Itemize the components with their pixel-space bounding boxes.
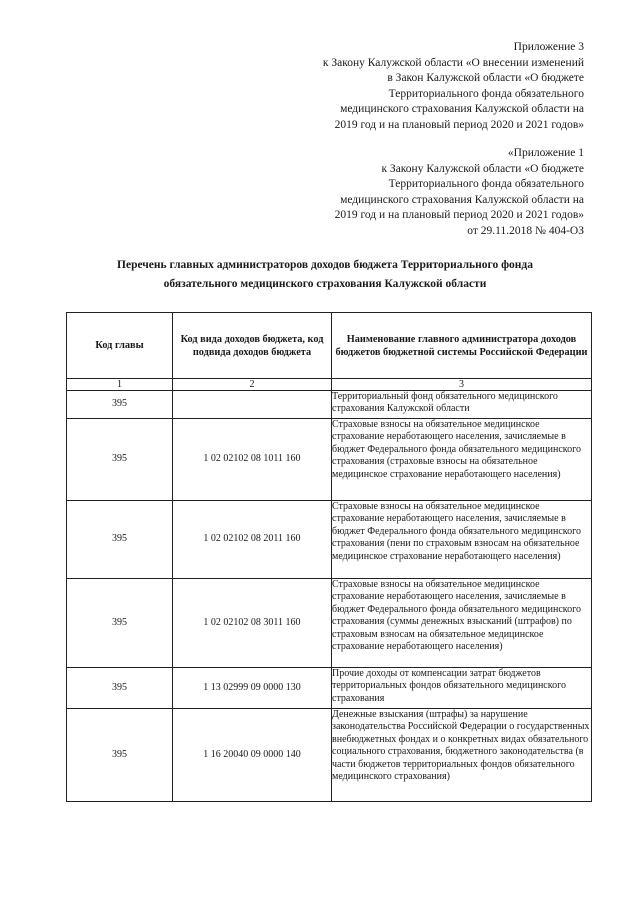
document-title — [60, 256, 590, 294]
column-number: 3 — [332, 379, 592, 391]
administrators-table — [66, 312, 592, 802]
income-code-cell: 1 16 20040 09 0000 140 — [173, 709, 332, 802]
appendix-3-line: Территориального фонда обязательного — [388, 87, 584, 100]
appendix-3-line: медицинского страхования Калужской области на — [340, 103, 584, 115]
administrator-name-cell: Страховые взносы на обязательное медицинское страхование неработающего населения, зачисляемые в бюджет Федерального фонда обязательного медицинского страхования (суммы денежных взысканий (штрафов) по страховым взносам на обязательное медицинское страхование неработающего населения) — [332, 579, 592, 668]
table-row — [67, 501, 592, 579]
administrator-name-cell: Страховые взносы на обязательное медицинское страхование неработающего населения, зачисляемые в бюджет Федерального фонда обязательного медицинского страхования (пени по страховым взносам на обязательное медицинское страхование неработающего населения) — [332, 501, 592, 579]
chapter-code-cell: 395 — [67, 501, 173, 579]
table-header-row — [67, 313, 592, 379]
appendix-3-line: Приложение 3 — [513, 41, 584, 53]
income-code-cell: 1 02 02102 08 1011 160 — [173, 419, 332, 501]
table-row — [67, 391, 592, 419]
appendix-1-line: Территориального фонда обязательного — [388, 178, 584, 190]
income-code-cell: 1 02 02102 08 2011 160 — [173, 501, 332, 579]
appendix-1-line: медицинского страхования Калужской области на — [340, 193, 584, 206]
income-code-cell: 1 13 02999 09 0000 130 — [173, 668, 332, 709]
appendix-1-line: «Приложение 1 — [507, 147, 584, 159]
administrator-name-cell: Территориальный фонд обязательного медицинского страхования Калужской области — [332, 391, 592, 419]
column-number: 1 — [67, 379, 173, 391]
income-code-cell — [173, 391, 332, 419]
appendix-3-header — [323, 40, 584, 133]
table-row — [67, 579, 592, 668]
column-number: 2 — [173, 379, 332, 391]
chapter-code-cell: 395 — [67, 709, 173, 802]
table-row — [67, 419, 592, 501]
header-income-code: Код вида доходов бюджета, код подвида доходов бюджета — [173, 313, 332, 379]
header-chapter-code: Код главы — [67, 313, 173, 379]
administrator-name-cell: Прочие доходы от компенсации затрат бюджетов территориальных фондов обязательного медицинского страхования — [332, 668, 592, 709]
administrator-name-cell: Денежные взыскания (штрафы) за нарушение законодательства Российской Федерации о государственных внебюджетных фондах и о конкретных видах обязательного социального страхования, бюджетного законодательства (в части бюджетов территориальных фондов обязательного медицинского страхования) — [332, 709, 592, 802]
appendix-1-header — [335, 146, 584, 239]
administrator-name-cell: Страховые взносы на обязательное медицинское страхование неработающего населения, зачисляемые в бюджет Федерального фонда обязательного медицинского страхования (страховые взносы на обязательное медицинское страхование неработающего населения) — [332, 419, 592, 501]
header-administrator-name: Наименование главного администратора доходов бюджетов бюджетной системы Российской Федерации — [332, 313, 592, 379]
column-number-row — [67, 379, 592, 391]
table-row — [67, 709, 592, 802]
chapter-code-cell: 395 — [67, 579, 173, 668]
appendix-3-line: 2019 год и на плановый период 2020 и 2021 годов» — [334, 118, 584, 131]
chapter-code-cell: 395 — [67, 668, 173, 709]
chapter-code-cell: 395 — [67, 419, 173, 501]
appendix-3-line: в Закон Калужской области «О бюджете — [387, 72, 584, 84]
chapter-code-cell: 395 — [67, 391, 173, 419]
appendix-1-line: от 29.11.2018 № 404-ОЗ — [467, 224, 584, 237]
income-code-cell: 1 02 02102 08 3011 160 — [173, 579, 332, 668]
table-row — [67, 668, 592, 709]
appendix-1-line: к Закону Калужской области «О бюджете — [381, 162, 584, 175]
appendix-3-line: к Закону Калужской области «О внесении изменений — [322, 56, 584, 69]
appendix-1-line: 2019 год и на плановый период 2020 и 2021 годов» — [334, 209, 584, 221]
document-title-line-2: обязательного медицинского страхования Калужской области — [163, 278, 487, 290]
document-title-line-1: Перечень главных администраторов доходов бюджета Территориального фонда — [117, 259, 533, 271]
